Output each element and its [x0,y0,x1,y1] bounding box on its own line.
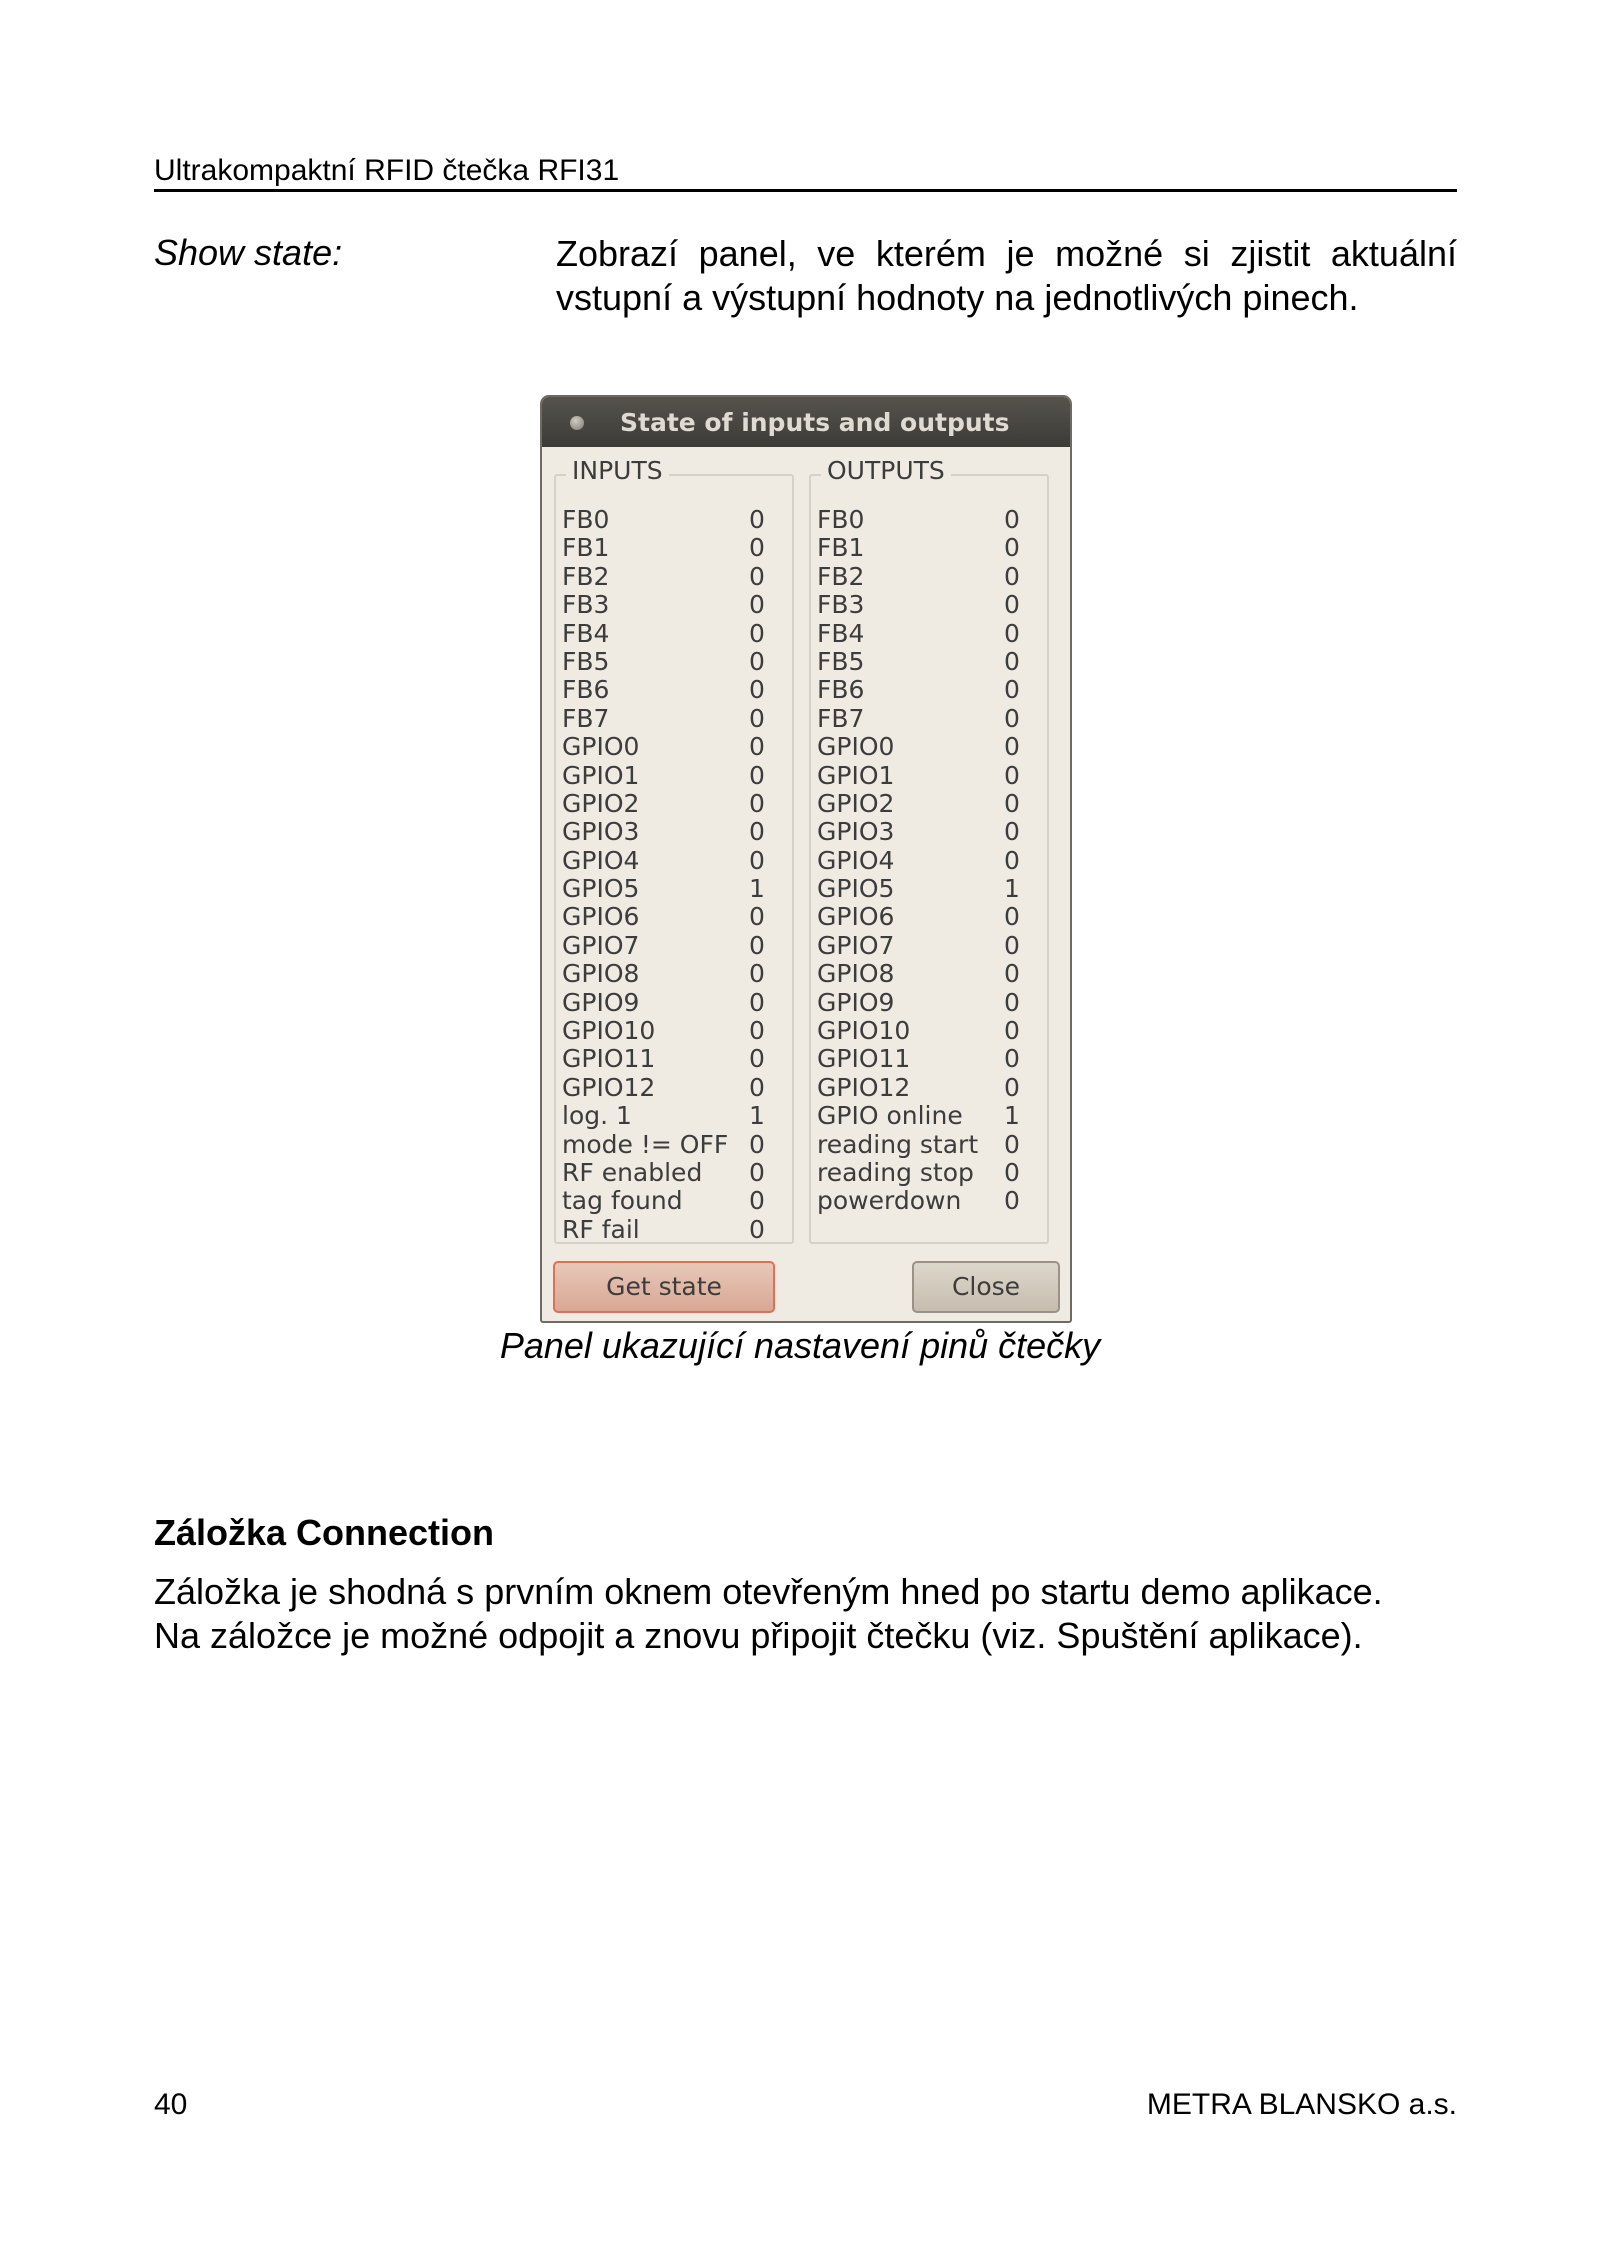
output-pin-label: GPIO3 [817,817,895,847]
output-pin-value: 0 [1004,1186,1020,1216]
input-pin-value: 0 [749,1186,765,1216]
output-pin-label: reading stop [817,1157,974,1187]
output-pin-value: 0 [1004,1072,1020,1102]
output-pin-label: FB6 [817,675,865,705]
input-row [562,620,787,648]
get-state-button[interactable]: Get state [553,1261,775,1313]
output-pin-value: 0 [1004,760,1020,790]
output-pin-label: FB7 [817,703,865,733]
dialog-titlebar[interactable] [542,397,1070,447]
input-pin-value: 0 [749,1016,765,1046]
input-row [562,1131,787,1159]
outputs-group-title: OUTPUTS [821,456,951,485]
outputs-group [809,456,1049,1244]
input-row [562,1017,787,1045]
output-pin-label: GPIO12 [817,1072,911,1102]
input-pin-label: mode != OFF [562,1129,729,1159]
input-pin-value: 0 [749,646,765,676]
output-row [817,1045,1042,1073]
output-pin-value: 0 [1004,987,1020,1017]
dialog-title: State of inputs and outputs [620,408,1010,437]
output-pin-label: FB4 [817,618,865,648]
input-pin-value: 0 [749,505,765,534]
input-pin-value: 0 [749,618,765,648]
input-row [562,960,787,988]
output-pin-value: 0 [1004,533,1020,563]
output-pin-label: FB0 [817,505,865,534]
input-row [562,563,787,591]
input-pin-label: GPIO9 [562,987,640,1017]
input-row [562,733,787,761]
input-pin-value: 0 [749,817,765,847]
output-row [817,1187,1042,1215]
output-pin-value: 0 [1004,845,1020,875]
output-pin-value: 0 [1004,618,1020,648]
input-pin-label: FB3 [562,590,610,620]
output-pin-label: GPIO4 [817,845,895,875]
inputs-group-title: INPUTS [566,456,669,485]
output-row [817,620,1042,648]
input-row [562,1045,787,1073]
input-pin-label: GPIO8 [562,959,640,989]
output-row [817,563,1042,591]
output-row [817,875,1042,903]
output-row [817,818,1042,846]
input-pin-label: GPIO10 [562,1016,656,1046]
input-pin-label: GPIO7 [562,930,640,960]
input-pin-label: GPIO6 [562,902,640,932]
output-pin-label: GPIO1 [817,760,895,790]
input-row [562,932,787,960]
page-number: 40 [154,2088,188,2121]
input-pin-value: 0 [749,561,765,591]
input-pin-label: GPIO2 [562,788,640,818]
output-pin-value: 0 [1004,1129,1020,1159]
output-pin-label: FB3 [817,590,865,620]
input-row [562,818,787,846]
footer-company: METRA BLANSKO a.s. [1146,2088,1457,2121]
input-pin-value: 1 [749,1101,765,1131]
output-row [817,847,1042,875]
input-pin-value: 0 [749,675,765,705]
input-pin-value: 0 [749,987,765,1017]
input-pin-value: 0 [749,959,765,989]
input-pin-value: 0 [749,533,765,563]
inputs-group [554,456,794,1244]
output-row [817,506,1042,534]
output-row [817,762,1042,790]
section-paragraph-line-1: Záložka je shodná s prvním oknem otevřeným hned po startu demo aplikace. [154,1571,1383,1612]
input-row [562,1102,787,1130]
input-row [562,790,787,818]
input-pin-value: 0 [749,788,765,818]
input-pin-value: 0 [749,1214,765,1244]
input-pin-label: GPIO0 [562,732,640,762]
output-pin-value: 1 [1004,874,1020,904]
output-pin-value: 0 [1004,590,1020,620]
input-row [562,989,787,1017]
output-pin-value: 0 [1004,675,1020,705]
input-pin-label: GPIO1 [562,760,640,790]
output-row [817,1017,1042,1045]
output-pin-value: 0 [1004,646,1020,676]
output-pin-label: FB5 [817,646,865,676]
input-row [562,1159,787,1187]
input-pin-label: GPIO5 [562,874,640,904]
output-row [817,989,1042,1017]
output-pin-label: GPIO online [817,1101,963,1131]
input-row [562,847,787,875]
input-row [562,1187,787,1215]
definition-term: Show state: [154,232,343,273]
output-row [817,534,1042,562]
section-paragraph-line-2: Na záložce je možné odpojit a znovu připojit čtečku (viz. Spuštění aplikace). [154,1615,1363,1656]
output-pin-label: GPIO6 [817,902,895,932]
input-pin-label: FB0 [562,505,610,534]
input-row [562,534,787,562]
input-row [562,676,787,704]
input-pin-value: 0 [749,760,765,790]
output-pin-label: powerdown [817,1186,962,1216]
input-pin-label: RF fail [562,1214,640,1244]
output-pin-value: 0 [1004,959,1020,989]
input-row [562,1074,787,1102]
input-row [562,591,787,619]
output-pin-value: 0 [1004,703,1020,733]
input-pin-value: 0 [749,902,765,932]
input-pin-label: RF enabled [562,1157,703,1187]
output-pin-value: 0 [1004,930,1020,960]
state-dialog-window [540,395,1072,1323]
input-row [562,1216,787,1244]
input-pin-value: 0 [749,1044,765,1074]
input-pin-label: FB6 [562,675,610,705]
input-pin-value: 0 [749,1157,765,1187]
output-row [817,903,1042,931]
output-pin-label: GPIO10 [817,1016,911,1046]
output-row [817,733,1042,761]
output-row [817,1102,1042,1130]
input-pin-value: 0 [749,732,765,762]
output-pin-value: 0 [1004,505,1020,534]
input-pin-label: FB7 [562,703,610,733]
output-pin-value: 0 [1004,1044,1020,1074]
output-row [817,932,1042,960]
output-row [817,591,1042,619]
output-pin-label: GPIO7 [817,930,895,960]
input-row [562,875,787,903]
input-pin-label: GPIO12 [562,1072,656,1102]
output-pin-value: 0 [1004,788,1020,818]
input-pin-value: 0 [749,930,765,960]
input-row [562,762,787,790]
output-row [817,705,1042,733]
output-pin-label: GPIO2 [817,788,895,818]
output-row [817,648,1042,676]
output-pin-label: GPIO5 [817,874,895,904]
output-pin-label: GPIO0 [817,732,895,762]
output-pin-value: 0 [1004,817,1020,847]
input-pin-label: GPIO11 [562,1044,656,1074]
definition-description: Zobrazí panel, ve kterém je možné si zjistit aktuální vstupní a výstupní hodnoty na jednotlivých pinech. [556,233,1457,318]
output-pin-value: 0 [1004,1016,1020,1046]
output-pin-label: FB2 [817,561,865,591]
input-pin-value: 0 [749,845,765,875]
output-pin-value: 1 [1004,1101,1020,1131]
outputs-list [817,506,1042,1216]
figure-caption: Panel ukazující nastavení pinů čtečky [499,1325,1101,1366]
output-row [817,1074,1042,1102]
input-pin-label: GPIO3 [562,817,640,847]
output-pin-label: GPIO11 [817,1044,911,1074]
input-pin-label: log. 1 [562,1101,632,1131]
running-header: Ultrakompaktní RFID čtečka RFI31 [154,154,620,187]
input-pin-label: FB4 [562,618,610,648]
input-row [562,903,787,931]
output-pin-label: GPIO8 [817,959,895,989]
output-row [817,790,1042,818]
input-row [562,648,787,676]
input-pin-label: FB2 [562,561,610,591]
input-pin-label: FB1 [562,533,610,563]
output-pin-label: FB1 [817,533,865,563]
section-heading: Záložka Connection [154,1512,495,1553]
output-pin-label: reading start [817,1129,979,1159]
output-row [817,1159,1042,1187]
input-pin-label: tag found [562,1186,683,1216]
input-pin-value: 0 [749,703,765,733]
output-row [817,960,1042,988]
output-row [817,676,1042,704]
input-pin-value: 0 [749,590,765,620]
inputs-list [562,506,787,1244]
header-rule [154,189,1457,192]
input-pin-label: FB5 [562,646,610,676]
input-pin-value: 0 [749,1072,765,1102]
input-pin-value: 0 [749,1129,765,1159]
output-pin-value: 0 [1004,561,1020,591]
output-row [817,1131,1042,1159]
input-row [562,506,787,534]
window-menu-icon[interactable] [570,416,584,430]
output-pin-label: GPIO9 [817,987,895,1017]
input-pin-value: 1 [749,874,765,904]
output-pin-value: 0 [1004,732,1020,762]
output-pin-value: 0 [1004,902,1020,932]
output-pin-value: 0 [1004,1157,1020,1187]
input-pin-label: GPIO4 [562,845,640,875]
input-row [562,705,787,733]
close-button[interactable]: Close [912,1261,1060,1313]
